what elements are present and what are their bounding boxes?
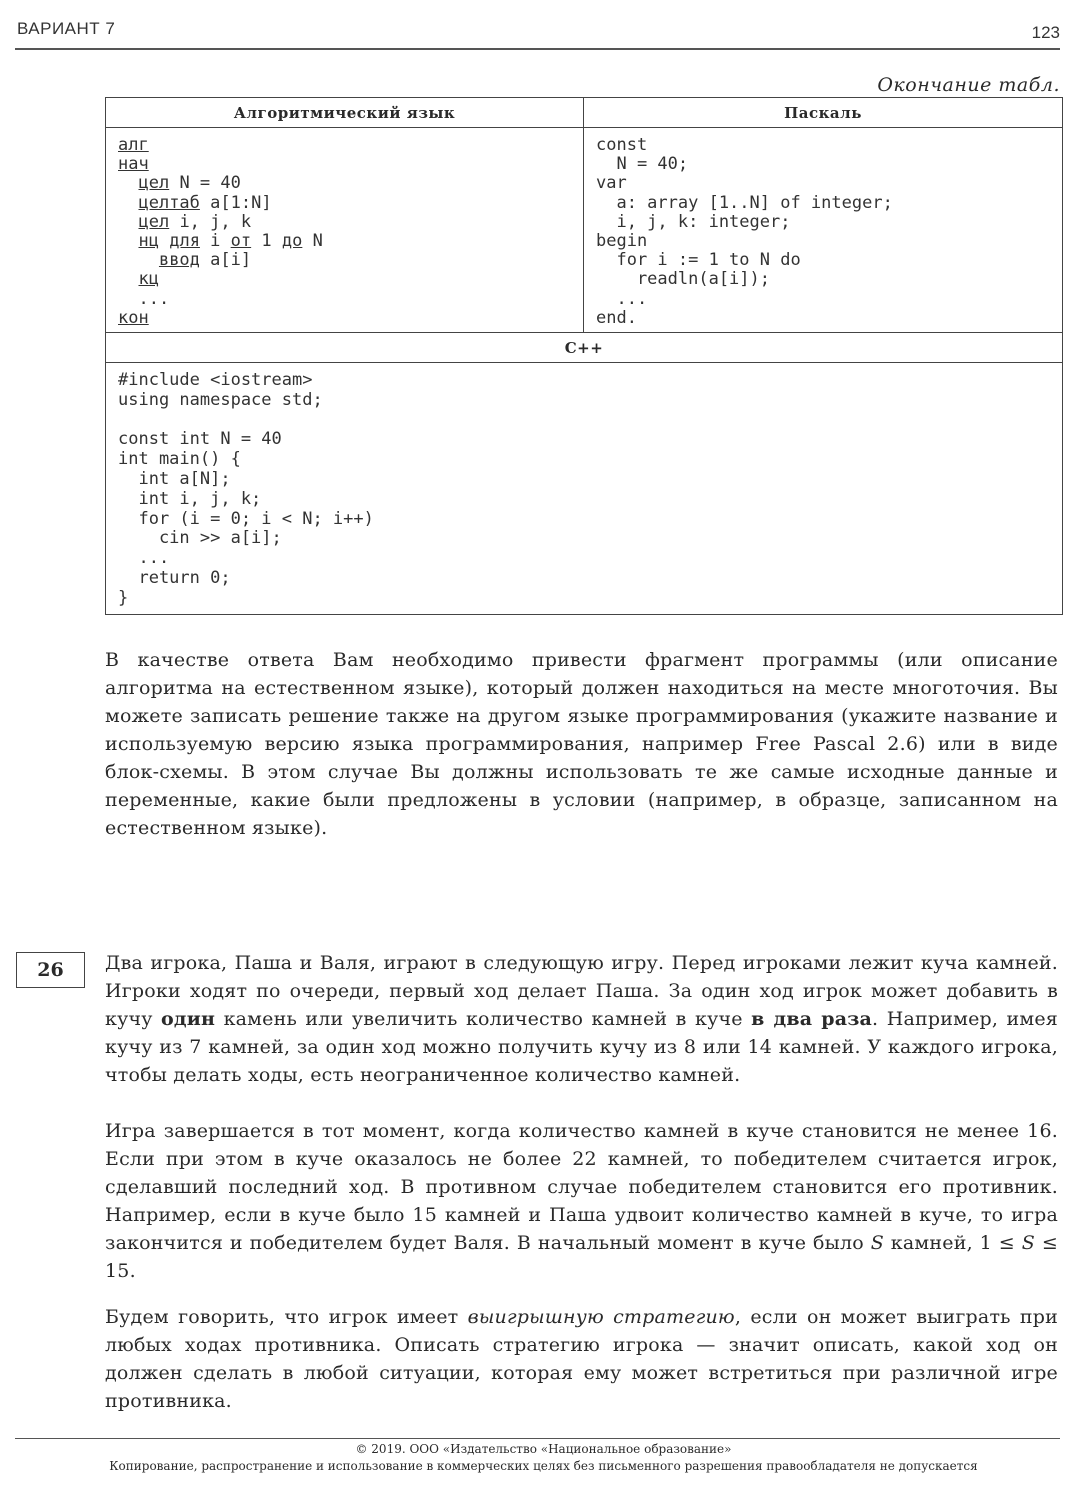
code-keyword: нц xyxy=(138,231,159,252)
code-line xyxy=(118,569,1052,589)
text-run: . Например, имея кучу из 7 камней, за один ход можно получить кучу из 8 или 14 камней. У каждого игрока, чтобы делать ходы, есть неограниченное количество камней. xyxy=(105,1008,1058,1086)
code-keyword: цел xyxy=(138,211,170,232)
code-line xyxy=(596,213,1052,232)
code-text: cin >> a[i]; xyxy=(118,528,282,549)
code-text: readln(a[i]); xyxy=(596,269,770,290)
text-run: Будем говорить, что игрок имеет xyxy=(105,1306,468,1328)
code-line xyxy=(596,174,1052,193)
algo-language-header: Алгоритмический язык xyxy=(106,98,584,128)
code-line xyxy=(596,155,1052,174)
code-text: i, j, k: integer; xyxy=(596,211,791,232)
code-text: return 0; xyxy=(118,568,231,588)
code-line xyxy=(596,309,1052,328)
code-line xyxy=(118,391,1052,411)
code-line xyxy=(118,430,1052,450)
code-text xyxy=(118,173,138,193)
code-line xyxy=(118,194,573,213)
footer-notice: Копирование, распространение и использование в коммерческих целях без письменного разрешения правообладателя не допускается xyxy=(109,1459,978,1473)
text-run: камень или увеличить количество камней в куче xyxy=(215,1008,752,1030)
task-strategy xyxy=(105,1303,1058,1415)
task-number: 26 xyxy=(16,952,85,988)
pascal-code-cell xyxy=(584,128,1063,333)
bold-text: в два раза xyxy=(751,1008,873,1030)
code-text xyxy=(118,231,138,251)
code-keyword: до xyxy=(281,231,303,252)
code-text xyxy=(118,212,138,232)
cpp-header: C++ xyxy=(106,333,1063,363)
code-text: i xyxy=(199,231,231,252)
code-text: #include <iostream> xyxy=(118,370,313,391)
code-text: int main() { xyxy=(118,449,241,470)
code-keyword: для xyxy=(169,231,200,252)
code-keyword: цел xyxy=(138,173,170,194)
code-line xyxy=(118,529,1052,549)
code-text: N = 40 xyxy=(169,173,241,194)
code-text: begin xyxy=(596,231,648,252)
code-text: const int N = 40 xyxy=(118,429,282,450)
code-text xyxy=(118,410,128,430)
code-line xyxy=(118,411,1052,431)
code-text: ... xyxy=(118,288,170,309)
code-text xyxy=(159,231,169,251)
code-text: using namespace std; xyxy=(118,389,323,410)
italic-text: S xyxy=(870,1232,884,1254)
code-text: const xyxy=(596,135,648,155)
text-run: камней, 1 ≤ xyxy=(883,1232,1022,1254)
code-text: var xyxy=(596,173,627,194)
table-caption: Окончание табл. xyxy=(877,74,1060,96)
code-line xyxy=(118,155,573,174)
text-run: Два игрока, Паша и Валя, играют в следующую игру. Перед игроками лежит куча камней. Игроки ходят по очереди, первый ход делает Паша. За один ход игрок может добавить в кучу xyxy=(105,952,1058,1030)
variant-label: ВАРИАНТ 7 xyxy=(17,19,116,38)
code-text: N xyxy=(302,231,323,252)
italic-text: выигрышную стратегию xyxy=(467,1306,735,1328)
cpp-code-cell xyxy=(106,363,1063,615)
code-line xyxy=(118,270,573,289)
code-text: N = 40; xyxy=(596,154,689,175)
code-text: for (i = 0; i < N; i++) xyxy=(118,508,374,529)
task-intro xyxy=(105,949,1058,1089)
code-text: } xyxy=(118,587,129,608)
code-line xyxy=(118,251,573,270)
code-keyword: кон xyxy=(118,307,149,328)
pascal-header: Паскаль xyxy=(584,98,1063,128)
code-line xyxy=(118,589,1052,609)
code-text xyxy=(118,193,138,213)
code-line xyxy=(596,232,1052,251)
code-keyword: нач xyxy=(118,154,149,175)
code-text: int a[N]; xyxy=(118,469,231,490)
code-text xyxy=(118,250,159,270)
code-line xyxy=(596,290,1052,309)
code-line xyxy=(118,213,573,232)
bold-text: один xyxy=(161,1008,216,1030)
algo-code-cell xyxy=(106,128,584,333)
code-keyword: целтаб xyxy=(138,192,200,213)
answer-instructions: В качестве ответа Вам необходимо привести фрагмент программы (или описание алгоритма на естественном языке), который должен находиться на месте многоточия. Вы можете записать решение также на другом языке программирования (укажите название и используемую версию языка программирования, например Free Pascal 2.6) или в виде блок-схемы. В этом случае Вы должны использовать те же самые исходные данные и переменные, какие были предложены в условии (например, в образце, записанном на естественном языке). xyxy=(105,649,1058,839)
code-text: a[1:N] xyxy=(199,192,272,213)
code-line xyxy=(596,136,1052,155)
footer-divider xyxy=(15,1438,1060,1439)
code-line xyxy=(118,232,573,251)
code-text: end. xyxy=(596,307,637,328)
text-run: Игра завершается в тот момент, когда количество камней в куче становится не менее 16. Если при этом в куче оказалось не более 22 камней, то победителем считается игрок, сделавший последний ход. В противном случае победителем становится его противник. Например, если в куче было 15 камней и Паша удвоит количество камней в куче, то игра закончится и победителем будет Валя. В начальный момент в куче было xyxy=(105,1120,1058,1254)
code-line xyxy=(596,194,1052,213)
text-run: , если он может выиграть при любых ходах противника. Описать стратегию игрока — значит описать, какой ход он должен сделать в любой ситуации, которая ему может встретиться при различной игре противника. xyxy=(105,1306,1058,1412)
footer-copyright: © 2019. ООО «Издательство «Национальное образование» xyxy=(355,1442,732,1456)
code-line xyxy=(596,251,1052,270)
code-line xyxy=(118,490,1052,510)
code-text: for i := 1 to N do xyxy=(596,250,801,271)
code-text: int i, j, k; xyxy=(118,488,262,509)
code-keyword: от xyxy=(230,231,252,252)
code-text: i, j, k xyxy=(169,211,252,232)
italic-text: S xyxy=(1021,1232,1036,1254)
code-line xyxy=(118,510,1052,530)
header-divider xyxy=(15,48,1060,50)
page-number: 123 xyxy=(1031,23,1060,42)
code-text: a: array [1..N] of integer; xyxy=(596,192,893,213)
text-run: ≤ 15. xyxy=(105,1232,1058,1282)
code-keyword: алг xyxy=(118,135,149,155)
code-line xyxy=(118,549,1052,569)
code-line xyxy=(118,290,573,309)
code-line xyxy=(118,470,1052,490)
code-keyword: кц xyxy=(138,269,159,290)
code-table xyxy=(105,97,1063,615)
code-line xyxy=(596,270,1052,289)
code-text: a[i] xyxy=(199,250,252,271)
code-keyword: ввод xyxy=(158,250,200,271)
code-text: ... xyxy=(118,548,170,569)
code-text: 1 xyxy=(251,231,282,252)
code-line xyxy=(118,309,573,328)
code-line xyxy=(118,371,1052,391)
code-text: ... xyxy=(596,288,648,309)
code-line xyxy=(118,174,573,193)
code-line xyxy=(118,136,573,155)
code-line xyxy=(118,450,1052,470)
code-text xyxy=(118,269,138,289)
task-end-condition xyxy=(105,1117,1058,1285)
